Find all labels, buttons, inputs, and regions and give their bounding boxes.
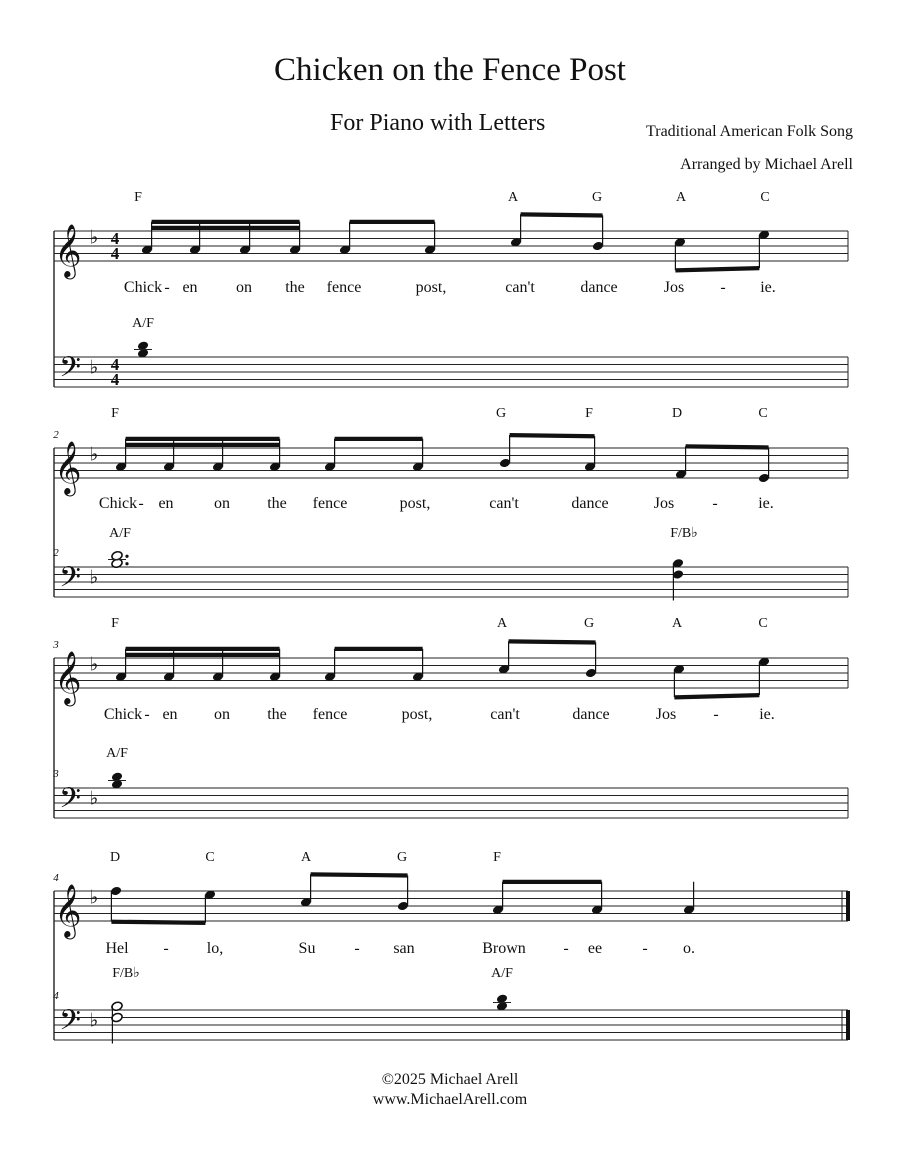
- flat-key-signature-icon: ♭: [89, 788, 99, 810]
- lyric-syllable: post,: [401, 706, 433, 723]
- measure-number: 4: [53, 872, 59, 884]
- lyric-syllable: the: [285, 279, 305, 296]
- note-letter-label: A: [671, 616, 683, 631]
- lyric-syllable: dance: [580, 279, 618, 296]
- website-link: www.MichaelArell.com: [372, 1091, 528, 1108]
- note-beam: [686, 444, 769, 449]
- lyric-syllable: -: [354, 940, 360, 957]
- note-beam-secondary: [126, 653, 280, 657]
- note-letter-label: F: [134, 190, 142, 205]
- flat-key-signature-icon: ♭: [89, 887, 99, 909]
- lyric-syllable: on: [236, 279, 252, 296]
- note-beam: [674, 693, 759, 699]
- note-letter-label: A: [675, 190, 687, 205]
- bass-clef-icon: 𝄢: [59, 563, 81, 600]
- lyric-syllable: Chick: [98, 495, 138, 512]
- note-beam: [509, 639, 596, 644]
- bass-clef-icon: 𝄢: [59, 1006, 81, 1043]
- time-signature-top: 4: [110, 229, 120, 248]
- note-beam: [675, 266, 759, 272]
- lyric-syllable: -: [138, 495, 144, 512]
- time-signature-bottom: 4: [110, 244, 120, 263]
- lyric-syllable: -: [720, 279, 726, 296]
- bass-clef-icon: 𝄢: [59, 353, 81, 390]
- lyric-syllable: Hel: [105, 940, 129, 957]
- lyric-syllable: fence: [326, 279, 362, 296]
- lyric-syllable: Su: [298, 940, 316, 957]
- note-beam: [521, 212, 603, 217]
- flat-key-signature-icon: ♭: [89, 1010, 99, 1032]
- lyric-syllable: ie.: [759, 706, 775, 723]
- lyric-syllable: en: [182, 279, 198, 296]
- chord-label: A/F: [491, 966, 513, 981]
- time-signature-top: 4: [110, 355, 120, 374]
- note-letter-label: F: [585, 406, 593, 421]
- lyric-syllable: ie.: [758, 495, 774, 512]
- flat-key-signature-icon: ♭: [89, 654, 99, 676]
- lyric-syllable: ie.: [760, 279, 776, 296]
- note-letter-label: G: [591, 190, 603, 205]
- lyric-syllable: can't: [489, 495, 519, 512]
- note-beam: [335, 437, 423, 441]
- lyric-syllable: -: [712, 495, 718, 512]
- measure-number: 3: [53, 768, 59, 780]
- lyric-syllable: Chick: [103, 706, 143, 723]
- lyric-syllable: -: [713, 706, 719, 723]
- note-letter-label: C: [760, 190, 770, 205]
- lyric-syllable: can't: [490, 706, 520, 723]
- note-beam-secondary: [126, 443, 280, 447]
- copyright-notice: ©2025 Michael Arell: [381, 1071, 519, 1088]
- note-beam-secondary: [152, 226, 300, 230]
- note-letter-label: G: [583, 616, 595, 631]
- chord-label: F/B♭: [670, 526, 698, 541]
- note-letter-label: D: [671, 406, 683, 421]
- augmentation-dot: [125, 555, 128, 558]
- note-beam: [126, 647, 280, 651]
- note-letter-label: D: [109, 850, 121, 865]
- measure-number: 2: [53, 429, 59, 441]
- lyric-syllable: o.: [683, 940, 695, 957]
- flat-key-signature-icon: ♭: [89, 444, 99, 466]
- flat-key-signature-icon: ♭: [89, 567, 99, 589]
- note-letter-label: A: [496, 616, 508, 631]
- lyric-syllable: en: [158, 495, 174, 512]
- treble-clef-icon: 𝄞: [54, 885, 82, 936]
- lyric-syllable: can't: [505, 279, 535, 296]
- song-subtitle: For Piano with Letters: [330, 110, 546, 136]
- song-title: Chicken on the Fence Post: [274, 52, 626, 88]
- lyric-syllable: Brown: [482, 940, 526, 957]
- note-letter-label: C: [758, 406, 768, 421]
- lyric-syllable: -: [163, 940, 169, 957]
- lyric-syllable: Jos: [663, 279, 685, 296]
- treble-clef-icon: 𝄞: [54, 442, 82, 493]
- lyric-syllable: fence: [312, 495, 348, 512]
- flat-key-signature-icon: ♭: [89, 357, 99, 379]
- lyric-syllable: post,: [415, 279, 447, 296]
- lyric-syllable: -: [642, 940, 648, 957]
- measure-number: 2: [53, 547, 59, 559]
- chord-label: F/B♭: [112, 966, 140, 981]
- treble-clef-icon: 𝄞: [54, 652, 82, 703]
- lyric-syllable: dance: [571, 495, 609, 512]
- chord-label: A/F: [132, 316, 154, 331]
- lyric-syllable: fence: [312, 706, 348, 723]
- lyric-syllable: Jos: [655, 706, 677, 723]
- lyric-syllable: the: [267, 495, 287, 512]
- note-beam: [335, 647, 423, 651]
- bass-clef-icon: 𝄢: [59, 784, 81, 821]
- note-letter-label: G: [396, 850, 408, 865]
- note-beam: [311, 872, 408, 877]
- measure-number: 3: [53, 639, 59, 651]
- note-beam: [350, 220, 435, 224]
- note-letter-label: F: [111, 616, 119, 631]
- note-beam: [126, 437, 280, 441]
- note-letter-label: C: [758, 616, 768, 631]
- lyric-syllable: lo,: [206, 940, 224, 957]
- note-letter-label: F: [111, 406, 119, 421]
- note-beam: [152, 220, 300, 224]
- lyric-syllable: -: [164, 279, 170, 296]
- lyric-syllable: post,: [399, 495, 431, 512]
- note-letter-label: G: [495, 406, 507, 421]
- lyric-syllable: Chick: [123, 279, 163, 296]
- note-letter-label: C: [205, 850, 215, 865]
- time-signature-bottom: 4: [110, 370, 120, 389]
- lyric-syllable: san: [393, 940, 415, 957]
- lyric-syllable: -: [144, 706, 150, 723]
- chord-label: A/F: [106, 746, 128, 761]
- note-beam: [503, 880, 602, 884]
- flat-key-signature-icon: ♭: [89, 227, 99, 249]
- chord-label: A/F: [109, 526, 131, 541]
- lyric-syllable: -: [563, 940, 569, 957]
- note-beam: [510, 433, 595, 438]
- note-beam: [111, 920, 205, 925]
- composer-credit: Traditional American Folk Song: [646, 123, 853, 140]
- augmentation-dot: [125, 562, 128, 565]
- measure-number: 4: [53, 990, 59, 1002]
- lyric-syllable: the: [267, 706, 287, 723]
- lyric-syllable: on: [214, 495, 230, 512]
- lyric-syllable: on: [214, 706, 230, 723]
- lyric-syllable: Jos: [653, 495, 675, 512]
- treble-clef-icon: 𝄞: [54, 225, 82, 276]
- lyric-syllable: dance: [572, 706, 610, 723]
- lyric-syllable: ee: [587, 940, 603, 957]
- note-letter-label: A: [507, 190, 519, 205]
- arranger-credit: Arranged by Michael Arell: [680, 156, 853, 173]
- note-letter-label: F: [493, 850, 501, 865]
- lyric-syllable: en: [162, 706, 178, 723]
- note-letter-label: A: [300, 850, 312, 865]
